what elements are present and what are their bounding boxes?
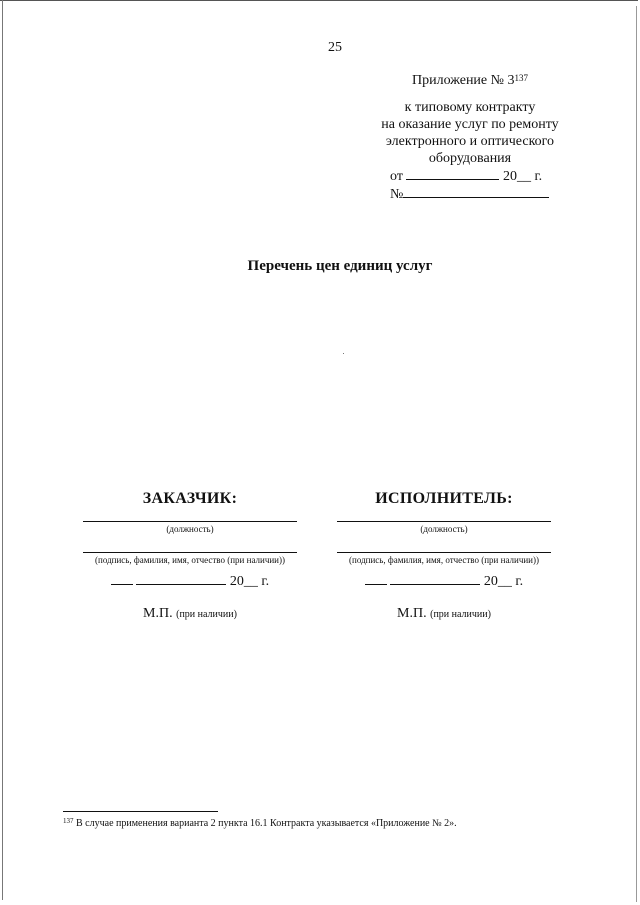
footnote-ref: 137 (514, 73, 528, 83)
customer-signature-caption: (подпись, фамилия, имя, отчество (при наличии)) (95, 555, 285, 565)
contractor-signature-caption: (подпись, фамилия, имя, отчество (при наличии)) (349, 555, 539, 565)
customer-stamp: М.П. (при наличии) (143, 606, 237, 621)
customer-position-line (83, 521, 297, 522)
appendix-title: Приложение № $3^{137}$ (412, 73, 528, 88)
appendix-line-3: электронного и оптического (385, 134, 555, 149)
appendix-line-4: оборудования (428, 151, 512, 166)
customer-date-line: 20__ г. (83, 572, 297, 590)
scan-speck (343, 353, 344, 354)
contractor-stamp: М.П. (при наличии) (397, 606, 491, 621)
appendix-number-line: № (360, 185, 580, 203)
date-blank (406, 167, 499, 180)
contractor-signature-line (337, 552, 551, 553)
contractor-position-caption: (должность) (420, 524, 468, 534)
customer-position-caption: (должность) (166, 524, 214, 534)
scan-edge-top (0, 0, 638, 1)
appendix-header (360, 72, 580, 203)
footnote-separator (63, 811, 218, 812)
footnote-text: В случае применения варианта 2 пункта 16.1 Контракта указывается «Приложение № 2». (76, 818, 457, 829)
customer-signature-block (83, 490, 297, 622)
customer-role: ЗАКАЗЧИК: (142, 490, 238, 507)
appendix-line-2: на оказание услуг по ремонту (381, 117, 559, 132)
contractor-signature-block (337, 490, 551, 622)
document-title: Перечень цен единиц услуг (247, 258, 433, 274)
scan-edge-right (636, 6, 637, 902)
scan-edge-left (2, 0, 3, 900)
page-number: 25 (328, 40, 342, 55)
number-blank (403, 185, 549, 198)
contractor-position-line (337, 521, 551, 522)
footnote (63, 818, 457, 829)
footnote-number: 137 (63, 817, 74, 825)
contractor-date-line: 20__ г. (337, 572, 551, 590)
customer-signature-line (83, 552, 297, 553)
contractor-role: ИСПОЛНИТЕЛЬ: (375, 490, 513, 507)
appendix-line-1: к типовому контракту (404, 100, 536, 115)
appendix-date-line: от 20__ г. (390, 169, 543, 184)
